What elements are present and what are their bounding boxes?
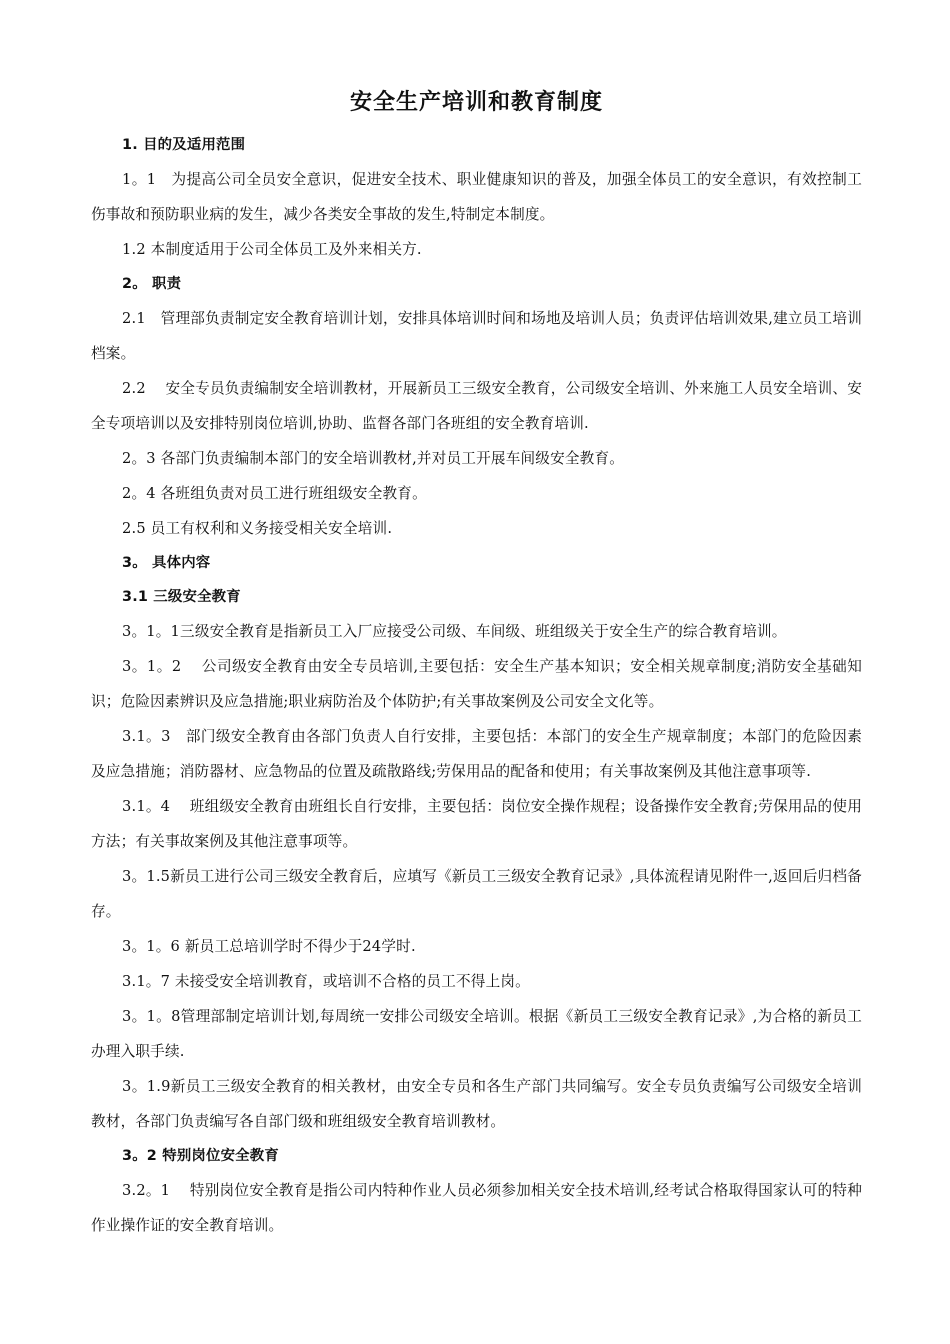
paragraph: 3.1。3 部门级安全教育由各部门负责人自行安排，主要包括：本部门的安全生产规章制度；本部门的危险因素及应急措施；消防器材、应急物品的位置及疏散路线;劳保用品的配备和使用；有关事故案例及其他注意事项等. xyxy=(91,728,862,780)
paragraph: 1.2 本制度适用于公司全体员工及外来相关方. xyxy=(122,241,422,258)
paragraph: 3。1。6 新员工总培训学时不得少于24学时. xyxy=(122,938,416,955)
paragraph: 3.1。4 班组级安全教育由班组长自行安排，主要包括：岗位安全操作规程；设备操作安全教育;劳保用品的使用方法；有关事故案例及其他注意事项等。 xyxy=(91,798,862,850)
paragraph: 1。1 为提高公司全员安全意识，促进安全技术、职业健康知识的普及，加强全体员工的安全意识，有效控制工伤事故和预防职业病的发生，减少各类安全事故的发生,特制定本制度。 xyxy=(91,171,862,223)
paragraph: 2.5 员工有权利和义务接受相关安全培训. xyxy=(122,520,393,537)
section-heading: 3。2 特别岗位安全教育 xyxy=(122,1148,279,1164)
paragraph: 3。1。1三级安全教育是指新员工入厂应接受公司级、车间级、班组级关于安全生产的综合教育培训。 xyxy=(122,623,787,640)
paragraph: 2.1 管理部负责制定安全教育培训计划，安排具体培训时间和场地及培训人员；负责评估培训效果,建立员工培训档案。 xyxy=(91,310,862,362)
paragraph: 2。4 各班组负责对员工进行班组级安全教育。 xyxy=(122,485,427,502)
section-heading: 3.1 三级安全教育 xyxy=(122,589,241,605)
paragraph: 3.2。1 特别岗位安全教育是指公司内特种作业人员必须参加相关安全技术培训,经考试合格取得国家认可的特种作业操作证的安全教育培训。 xyxy=(91,1182,862,1234)
paragraph: 2。3 各部门负责编制本部门的安全培训教材,并对员工开展车间级安全教育。 xyxy=(122,450,625,467)
section-heading: 2。 职责 xyxy=(122,276,182,292)
section-heading: 1. 目的及适用范围 xyxy=(122,137,246,153)
paragraph: 3。1。2 公司级安全教育由安全专员培训,主要包括：安全生产基本知识；安全相关规章制度;消防安全基础知识；危险因素辨识及应急措施;职业病防治及个体防护;有关事故案例及公司安全文化等。 xyxy=(91,658,862,710)
paragraph: 2.2 安全专员负责编制安全培训教材，开展新员工三级安全教育，公司级安全培训、外来施工人员安全培训、安全专项培训以及安排特别岗位培训,协助、监督各部门各班组的安全教育培训. xyxy=(91,380,862,432)
paragraph: 3。1.5新员工进行公司三级安全教育后，应填写《新员工三级安全教育记录》,具体流程请见附件一,返回后归档备存。 xyxy=(91,868,862,920)
paragraph: 3。1。8管理部制定培训计划,每周统一安排公司级安全培训。根据《新员工三级安全教育记录》,为合格的新员工办理入职手续. xyxy=(91,1008,862,1060)
paragraph: 3.1。7 未接受安全培训教育，或培训不合格的员工不得上岗。 xyxy=(122,973,530,990)
paragraph: 3。1.9新员工三级安全教育的相关教材，由安全专员和各生产部门共同编写。安全专员负责编写公司级安全培训教材，各部门负责编写各自部门级和班组级安全教育培训教材。 xyxy=(91,1078,862,1130)
document-title: 安全生产培训和教育制度 xyxy=(349,90,603,115)
section-heading: 3。 具体内容 xyxy=(122,555,211,571)
document-body xyxy=(91,128,862,1243)
